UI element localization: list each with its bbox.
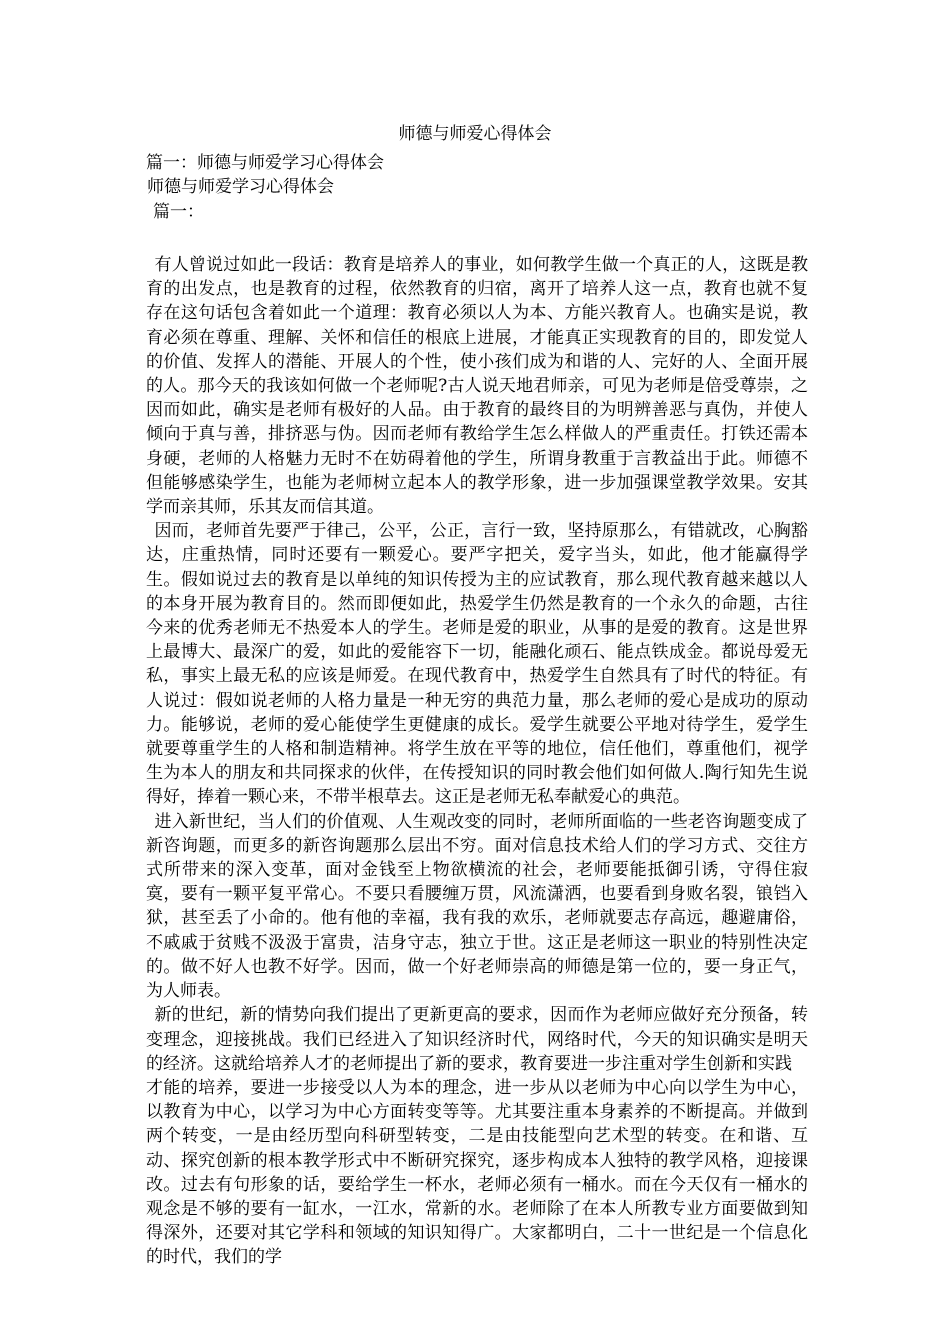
document-body (146, 253, 808, 1270)
paragraph: 才能的培养，要进一步接受以人为本的理念，进一步从以老师为中心向以学生为中心，以教育为中心，以学习为中心方面转变等等。尤其要注重本身素养的不断提高。并做到两个转变，一是由经历型向科研型转变，二是由技能型向艺术型的转变。在和谐、互动、探究创新的根本教学形式中不断研究探究，逐步构成本人独特的教学风格，迎接课改。过去有句形象的话，要给学生一杯水，老师必须有一桶水。而在今天仅有一桶水的观念是不够的要有一缸水，一江水，常新的水。老师除了在本人所教专业方面要做到知得深外，还要对其它学科和领域的知识知得广。大家都明白，二十一世纪是一个信息化的时代，我们的学 (146, 1077, 808, 1268)
article-heading: 师德与师爱学习心得体会 (147, 177, 334, 197)
document-title: 师德与师爱心得体会 (398, 124, 552, 144)
subsection-heading: 篇一： (153, 202, 204, 222)
paragraph: 进入新世纪，当人们的价值观、人生观改变的同时，老师所面临的一些老咨询题变成了新咨询题，而更多的新咨询题那么层出不穷。面对信息技术给人们的学习方式、交往方式所带来的深入变革，面对金钱至上物欲横流的社会，老师要能抵御引诱，守得住寂寞，要有一颗平复平常心。不要只看腰缠万贯，风流潇洒，也要看到身败名裂，锒铛入狱，甚至丢了小命的。他有他的幸福，我有我的欢乐，老师就要志存高远，趣避庸俗，不戚戚于贫贱不汲汲于富贵，洁身守志，独立于世。这正是老师这一职业的特别性决定的。做不好人也教不好学。因而，做一个好老师崇高的师德是第一位的，要一身正气，为人师表。 (146, 811, 808, 1002)
paragraph: 新的世纪，新的情势向我们提出了更新更高的要求，因而作为老师应做好充分预备，转变理念，迎接挑战。我们已经进入了知识经济时代，网络时代，今天的知识确实是明天的经济。这就给培养人才的老师提出了新的要求，教育要进一步注重对学生创新和实践 (146, 1005, 808, 1074)
paragraph: 因而，老师首先要严于律己，公平，公正，言行一致，坚持原那么，有错就改，心胸豁达，庄重热情，同时还要有一颗爱心。要严字把关，爱字当头，如此，他才能赢得学生。假如说过去的教育是以单纯的知识传授为主的应试教育，那么现代教育越来越以人的本身开展为教育目的。然而即便如此，热爱学生仍然是教育的一个永久的命题，古往今来的优秀老师无不热爱本人的学生。老师是爱的职业，从事的是爱的教育。这是世界上最博大、最深广的爱，如此的爱能容下一切，能融化顽石、能点铁成金。都说母爱无私，事实上最无私的应该是师爱。在现代教育中，热爱学生自然具有了时代的特征。有人说过：假如说老师的人格力量是一种无穷的典范力量，那么老师的爱心是成功的原动力。能够说，老师的爱心能使学生更健康的成长。爱学生就要公平地对待学生，爱学生就要尊重学生的人格和制造精神。将学生放在平等的地位，信任他们，尊重他们，视学生为本人的朋友和共同探求的伙伴，在传授知识的同时教会他们如何做人.陶行知先生说得好，捧着一颗心来，不带半根草去。这正是老师无私奉献爱心的典范。 (146, 521, 808, 808)
section-heading: 篇一：师德与师爱学习心得体会 (146, 153, 384, 173)
paragraph: 有人曾说过如此一段话：教育是培养人的事业，如何教学生做一个真正的人，这既是教育的出发点，也是教育的过程，依然教育的归宿，离开了培养人这一点，教育也就不复存在这句话包含着如此一个道理：教育必须以人为本、方能兴教育人。也确实是说，教育必须在尊重、理解、关怀和信任的根底上进展，才能真正实现教育的目的，即发觉人的价值、发挥人的潜能、开展人的个性，使小孩们成为和谐的人、完好的人、全面开展的人。那今天的我该如何做一个老师呢?古人说天地君师亲，可见为老师是倍受尊崇，之因而如此，确实是老师有极好的人品。由于教育的最终目的为明辨善恶与真伪，并使人倾向于真与善，排挤恶与伪。因而老师有教给学生怎么样做人的严重责任。打铁还需本身硬，老师的人格魅力无时不在妨碍着他的学生，所谓身教重于言教益出于此。师德不但能够感染学生，也能为老师树立起本人的教学形象，进一步加强课堂教学效果。安其学而亲其师，乐其友而信其道。 (146, 255, 808, 518)
